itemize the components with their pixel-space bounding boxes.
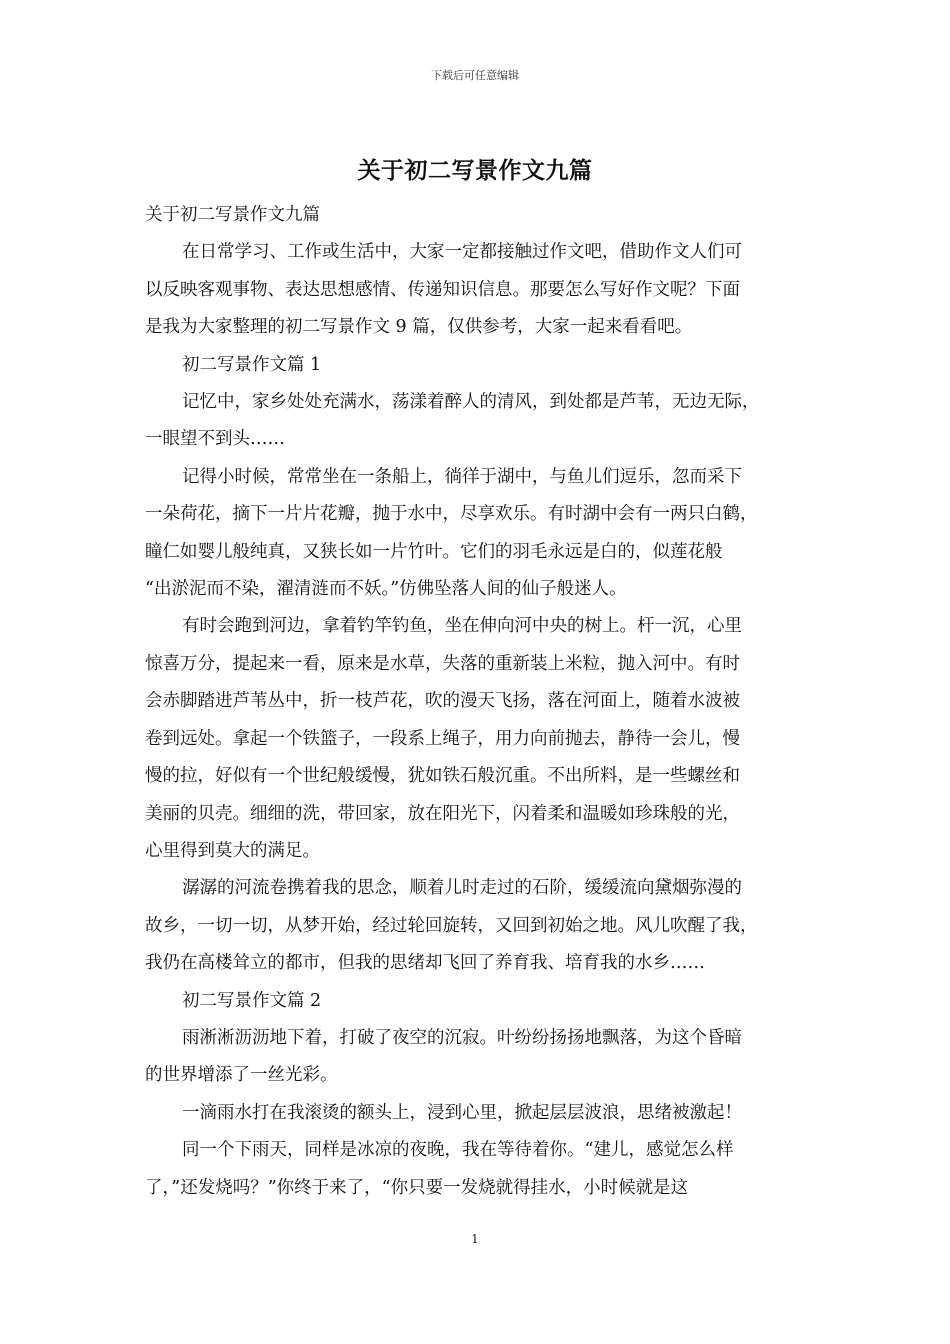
paragraph: 雨淅淅沥沥地下着，打破了夜空的沉寂。叶纷纷扬扬地飘落，为这个昏暗 的世界增添了一丝光彩。	[145, 1027, 742, 1086]
paragraph: 有时会跑到河边，拿着钓竿钓鱼，坐在伸向河中央的树上。杆一沉，心里 惊喜万分，提起来一看，原来是水草，失落的重新装上米粒，抛入河中。有时 会赤脚踏进芦苇丛中，折一枝芦花，吹的漫天飞扬，落在河面上，随着水波被 卷到远处。拿起一个铁篮子，一段系上绳子，用力向前抛去，静待一会儿，慢 慢的拉，好似有一个世纪般缓慢，犹如铁石般沉重。不出所料，是一些螺丝和 美丽的贝壳。细细的洗，带回家，放在阳光下，闪着柔和温暖如珍珠般的光， 心里得到莫大的满足。	[145, 616, 742, 861]
document-subtitle: 关于初二写景作文九篇	[145, 205, 320, 225]
header-note: 下载后可任意编辑	[431, 69, 519, 82]
section-heading: 初二写景作文篇 1	[182, 354, 322, 375]
paragraph: 同一个下雨天，同样是冰凉的夜晚，我在等待着你。“建儿，感觉怎么样 了，”还发烧吗？”你终于来了，“你只要一发烧就得挂水，小时候就是这	[145, 1140, 734, 1198]
section-heading: 初二写景作文篇 2	[182, 990, 322, 1011]
document-body	[145, 197, 815, 1207]
paragraph: 潺潺的河流卷携着我的思念，顺着儿时走过的石阶，缓缓流向黛烟弥漫的 故乡，一切一切，从梦开始，经过轮回旋转，又回到初始之地。风儿吹醒了我， 我仍在高楼耸立的都市，但我的思绪却飞回了养育我、培育我的水乡……	[145, 878, 758, 974]
paragraph: 记忆中，家乡处处充满水，荡漾着醉人的清风，到处都是芦苇，无边无际， 一眼望不到头……	[145, 392, 760, 450]
paragraph: 记得小时候，常常坐在一条船上，徜徉于湖中，与鱼儿们逗乐，忽而采下 一朵荷花，摘下一片片花瓣，抛于水中，尽享欢乐。有时湖中会有一两只白鹤， 瞳仁如婴儿般纯真，又狭长如一片竹叶。它们的羽毛永远是白的，似莲花般 “出淤泥而不染，濯清涟而不妖。”仿佛坠落人间的仙子般迷人。	[145, 466, 758, 600]
paragraph: 一滴雨水打在我滚烫的额头上，浸到心里，掀起层层波浪，思绪被激起！	[182, 1102, 742, 1123]
paragraph: 在日常学习、工作或生活中，大家一定都接触过作文吧，借助作文人们可 以反映客观事物、表达思想感情、传递知识信息。那要怎么写好作文呢？下面 是我为大家整理的初二写景作文 9 篇，仅供参考，大家一起来看看吧。	[145, 242, 742, 338]
page-number: 1	[471, 1232, 479, 1246]
document-title: 关于初二写景作文九篇	[357, 157, 593, 184]
